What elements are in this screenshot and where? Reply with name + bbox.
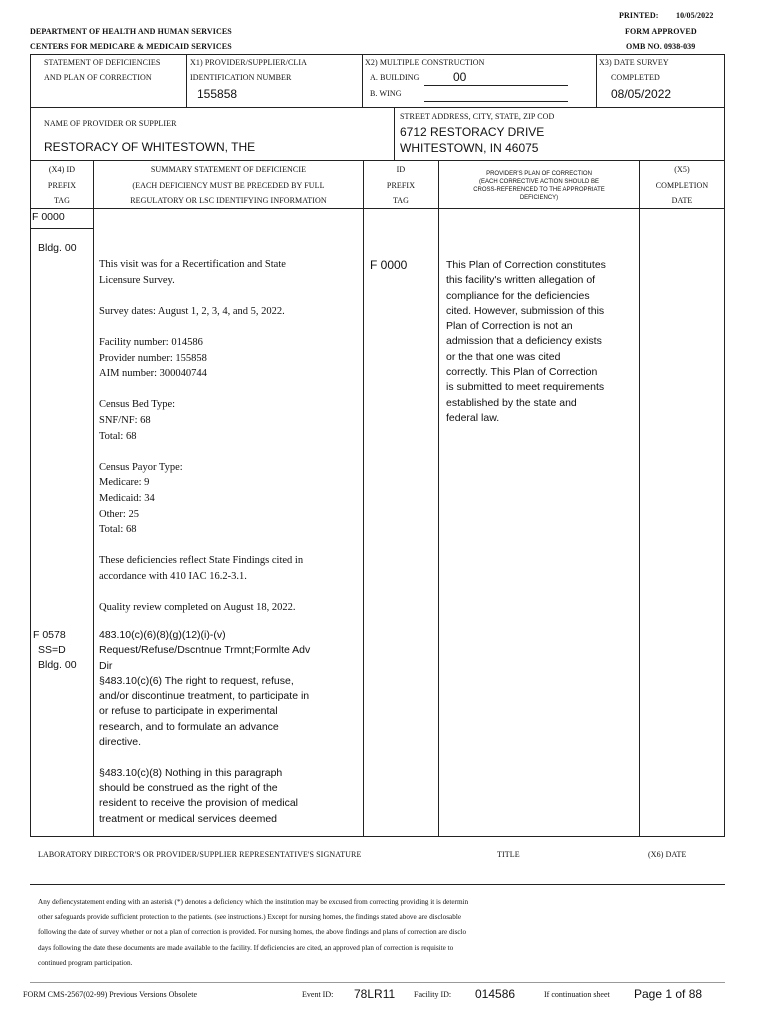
- summary-line: treatment or medical services deemed: [99, 812, 277, 825]
- summary-line: [99, 750, 361, 765]
- summary-header-2: (EACH DEFICIENCY MUST BE PRECEDED BY FULL: [132, 181, 325, 190]
- summary-line: [99, 584, 361, 600]
- summary-line: Survey dates: August 1, 2, 3, 4, and 5, 2022.: [99, 305, 285, 317]
- plan-line: established by the state and: [446, 396, 577, 409]
- tag-f0000: F 0000: [32, 211, 65, 223]
- summary-line: or refuse to participate in experimental: [99, 705, 278, 718]
- summary-header-1: SUMMARY STATEMENT OF DEFICIENCIE: [150, 165, 307, 174]
- disclaimer-line: Any defiencystatement ending with an asterisk (*) denotes a deficiency which the institution may be excused from correcting providing it is determin: [38, 898, 469, 906]
- id-header-1: ID: [396, 165, 406, 174]
- disclaimer-line: continued program participation.: [38, 958, 133, 967]
- f0578-summary-text: [99, 628, 361, 827]
- statement-label-1: STATEMENT OF DEFICIENCIES: [44, 58, 161, 67]
- summary-line: Census Bed Type:: [99, 399, 176, 411]
- summary-line: resident to receive the provision of medical: [99, 797, 299, 810]
- signature-date-label: (X6) DATE: [648, 850, 687, 859]
- address-line-2: WHITESTOWN, IN 46075: [400, 141, 539, 155]
- x3-label: X3) DATE SURVEY: [599, 58, 669, 67]
- address-line-1: 6712 RESTORACY DRIVE: [400, 125, 545, 139]
- summary-line: research, and to formulate an advance: [99, 720, 279, 733]
- page-number: Page 1 of 88: [634, 987, 703, 1001]
- summary-line: Total: 68: [99, 524, 137, 536]
- plan-line: is submitted to meet requirements: [446, 381, 605, 394]
- event-id-value: 78LR11: [354, 987, 396, 1001]
- title-label: TITLE: [497, 850, 520, 859]
- provider-name-label: NAME OF PROVIDER OR SUPPLIER: [44, 119, 177, 128]
- printed-date: 10/05/2022: [676, 11, 714, 20]
- form-number: FORM CMS-2567(02-99) Previous Versions Obsolete: [23, 990, 198, 999]
- summary-line: 483.10(c)(6)(8)(g)(12)(i)-(v): [99, 629, 226, 641]
- facility-id-value: 014586: [475, 987, 516, 1001]
- disclaimer-line: days following the date these documents are made available to the facility. If deficiencies are cited, an approved plan of correction is requisite to: [38, 943, 454, 952]
- id-tag-f0000: F 0000: [370, 258, 408, 272]
- summary-line: Medicare: 9: [99, 477, 150, 489]
- wing-label: B. WING: [370, 89, 402, 98]
- summary-line: §483.10(c)(6) The right to request, refuse,: [99, 674, 294, 687]
- summary-line: Dir: [99, 659, 113, 672]
- summary-line: Medicaid: 34: [99, 492, 155, 504]
- plan-of-correction-text: [446, 258, 638, 426]
- summary-line: [99, 538, 361, 554]
- statement-label-2: AND PLAN OF CORRECTION: [44, 73, 152, 82]
- summary-line: and/or discontinue treatment, to participate in: [99, 690, 310, 703]
- summary-line: Facility number: 014586: [99, 336, 203, 348]
- plan-header-1: PROVIDER'S PLAN OF CORRECTION: [486, 171, 592, 177]
- plan-line: compliance for the deficiencies: [446, 289, 590, 302]
- summary-line: Licensure Survey.: [99, 274, 175, 286]
- plan-line: this facility's written allegation of: [446, 274, 596, 287]
- summary-line: SNF/NF: 68: [99, 414, 151, 426]
- plan-line: correctly. This Plan of Correction: [446, 366, 598, 379]
- bldg-label-1: Bldg. 00: [38, 242, 77, 254]
- severity-scope: SS=D: [38, 644, 66, 656]
- building-label: A. BUILDING: [370, 73, 420, 82]
- x2-label: X2) MULTIPLE CONSTRUCTION: [365, 58, 485, 67]
- summary-header-3: REGULATORY OR LSC IDENTIFYING INFORMATION: [130, 196, 327, 205]
- event-id-label: Event ID:: [302, 990, 334, 999]
- summary-line: [99, 288, 361, 304]
- summary-line: Provider number: 155858: [99, 352, 207, 364]
- x1-label-2: IDENTIFICATION NUMBER: [190, 73, 292, 82]
- x5-header-3: DATE: [671, 196, 693, 205]
- plan-line: or the that one was cited: [446, 350, 561, 363]
- summary-line: Census Payor Type:: [99, 461, 183, 473]
- tag-f0578: F 0578: [33, 629, 66, 641]
- summary-line: This visit was for a Recertification and State: [99, 259, 286, 270]
- printed-label: PRINTED:: [619, 11, 659, 20]
- x5-header-2: COMPLETION: [655, 181, 709, 190]
- x4-header-3: TAG: [53, 196, 71, 205]
- completed-label: COMPLETED: [611, 73, 660, 82]
- x4-header-1: (X4) ID: [48, 165, 76, 174]
- form-approved: FORM APPROVED: [625, 27, 697, 36]
- x4-header-2: PREFIX: [47, 181, 77, 190]
- omb-number: OMB NO. 0938-039: [626, 42, 696, 51]
- survey-date-value: 08/05/2022: [611, 87, 672, 101]
- facility-id-label: Facility ID:: [414, 990, 452, 999]
- id-header-3: TAG: [392, 196, 410, 205]
- summary-line: [99, 444, 361, 460]
- summary-line: Quality review completed on August 18, 2022.: [99, 602, 296, 614]
- director-signature-label: LABORATORY DIRECTOR'S OR PROVIDER/SUPPLIER REPRESENTATIVE'S SIGNATURE: [38, 850, 362, 859]
- disclaimer-line: other safeguards provide sufficient protection to the patients. (see instructions.) Except for nursing homes, the findings stated above are disclosable: [38, 913, 462, 922]
- summary-line: directive.: [99, 736, 142, 749]
- id-header-2: PREFIX: [386, 181, 416, 190]
- disclaimer-line: following the date of survey whether or not a plan of correction is provided. For nursing homes, the above findings and plans of correction are disclo: [38, 928, 467, 937]
- centers-title: CENTERS FOR MEDICARE & MEDICAID SERVICES: [30, 42, 232, 51]
- plan-line: Plan of Correction is not an: [446, 320, 573, 333]
- department-title: DEPARTMENT OF HEALTH AND HUMAN SERVICES: [30, 27, 232, 36]
- summary-line: [99, 319, 361, 335]
- summary-line: Other: 25: [99, 508, 139, 520]
- continuation-label: If continuation sheet: [544, 990, 610, 999]
- plan-header-4: DEFICIENCY): [519, 195, 559, 201]
- provider-name-value: RESTORACY OF WHITESTOWN, THE: [44, 140, 256, 154]
- summary-line: These deficiencies reflect State Findings cited in: [99, 555, 304, 567]
- summary-line: should be construed as the right of the: [99, 781, 278, 794]
- bldg-label-2: Bldg. 00: [38, 659, 77, 671]
- summary-line: §483.10(c)(8) Nothing in this paragraph: [99, 766, 283, 779]
- summary-line: Request/Refuse/Dscntnue Trmnt;Formlte Adv: [99, 644, 311, 657]
- plan-header-3: CROSS-REFERENCED TO THE APPROPRIATE: [473, 187, 605, 193]
- building-value: 00: [453, 70, 467, 84]
- summary-line: accordance with 410 IAC 16.2-3.1.: [99, 570, 247, 582]
- plan-header-2: (EACH CORRECTIVE ACTION SHOULD BE: [478, 179, 600, 185]
- summary-line: Total: 68: [99, 430, 137, 442]
- address-label: STREET ADDRESS, CITY, STATE, ZIP COD: [400, 112, 555, 121]
- plan-line: This Plan of Correction constitutes: [446, 259, 606, 271]
- plan-line: federal law.: [446, 411, 500, 424]
- x1-label-1: X1) PROVIDER/SUPPLIER/CLIA: [190, 58, 308, 67]
- plan-line: admission that a deficiency exists: [446, 335, 602, 348]
- summary-line: [99, 382, 361, 398]
- summary-line: AIM number: 300040744: [99, 368, 207, 380]
- provider-id-value: 155858: [197, 87, 238, 101]
- x5-header-1: (X5): [674, 165, 690, 174]
- disclaimer-text: [38, 895, 728, 971]
- summary-text-block: [99, 257, 361, 616]
- plan-line: cited. However, submission of this: [446, 304, 605, 317]
